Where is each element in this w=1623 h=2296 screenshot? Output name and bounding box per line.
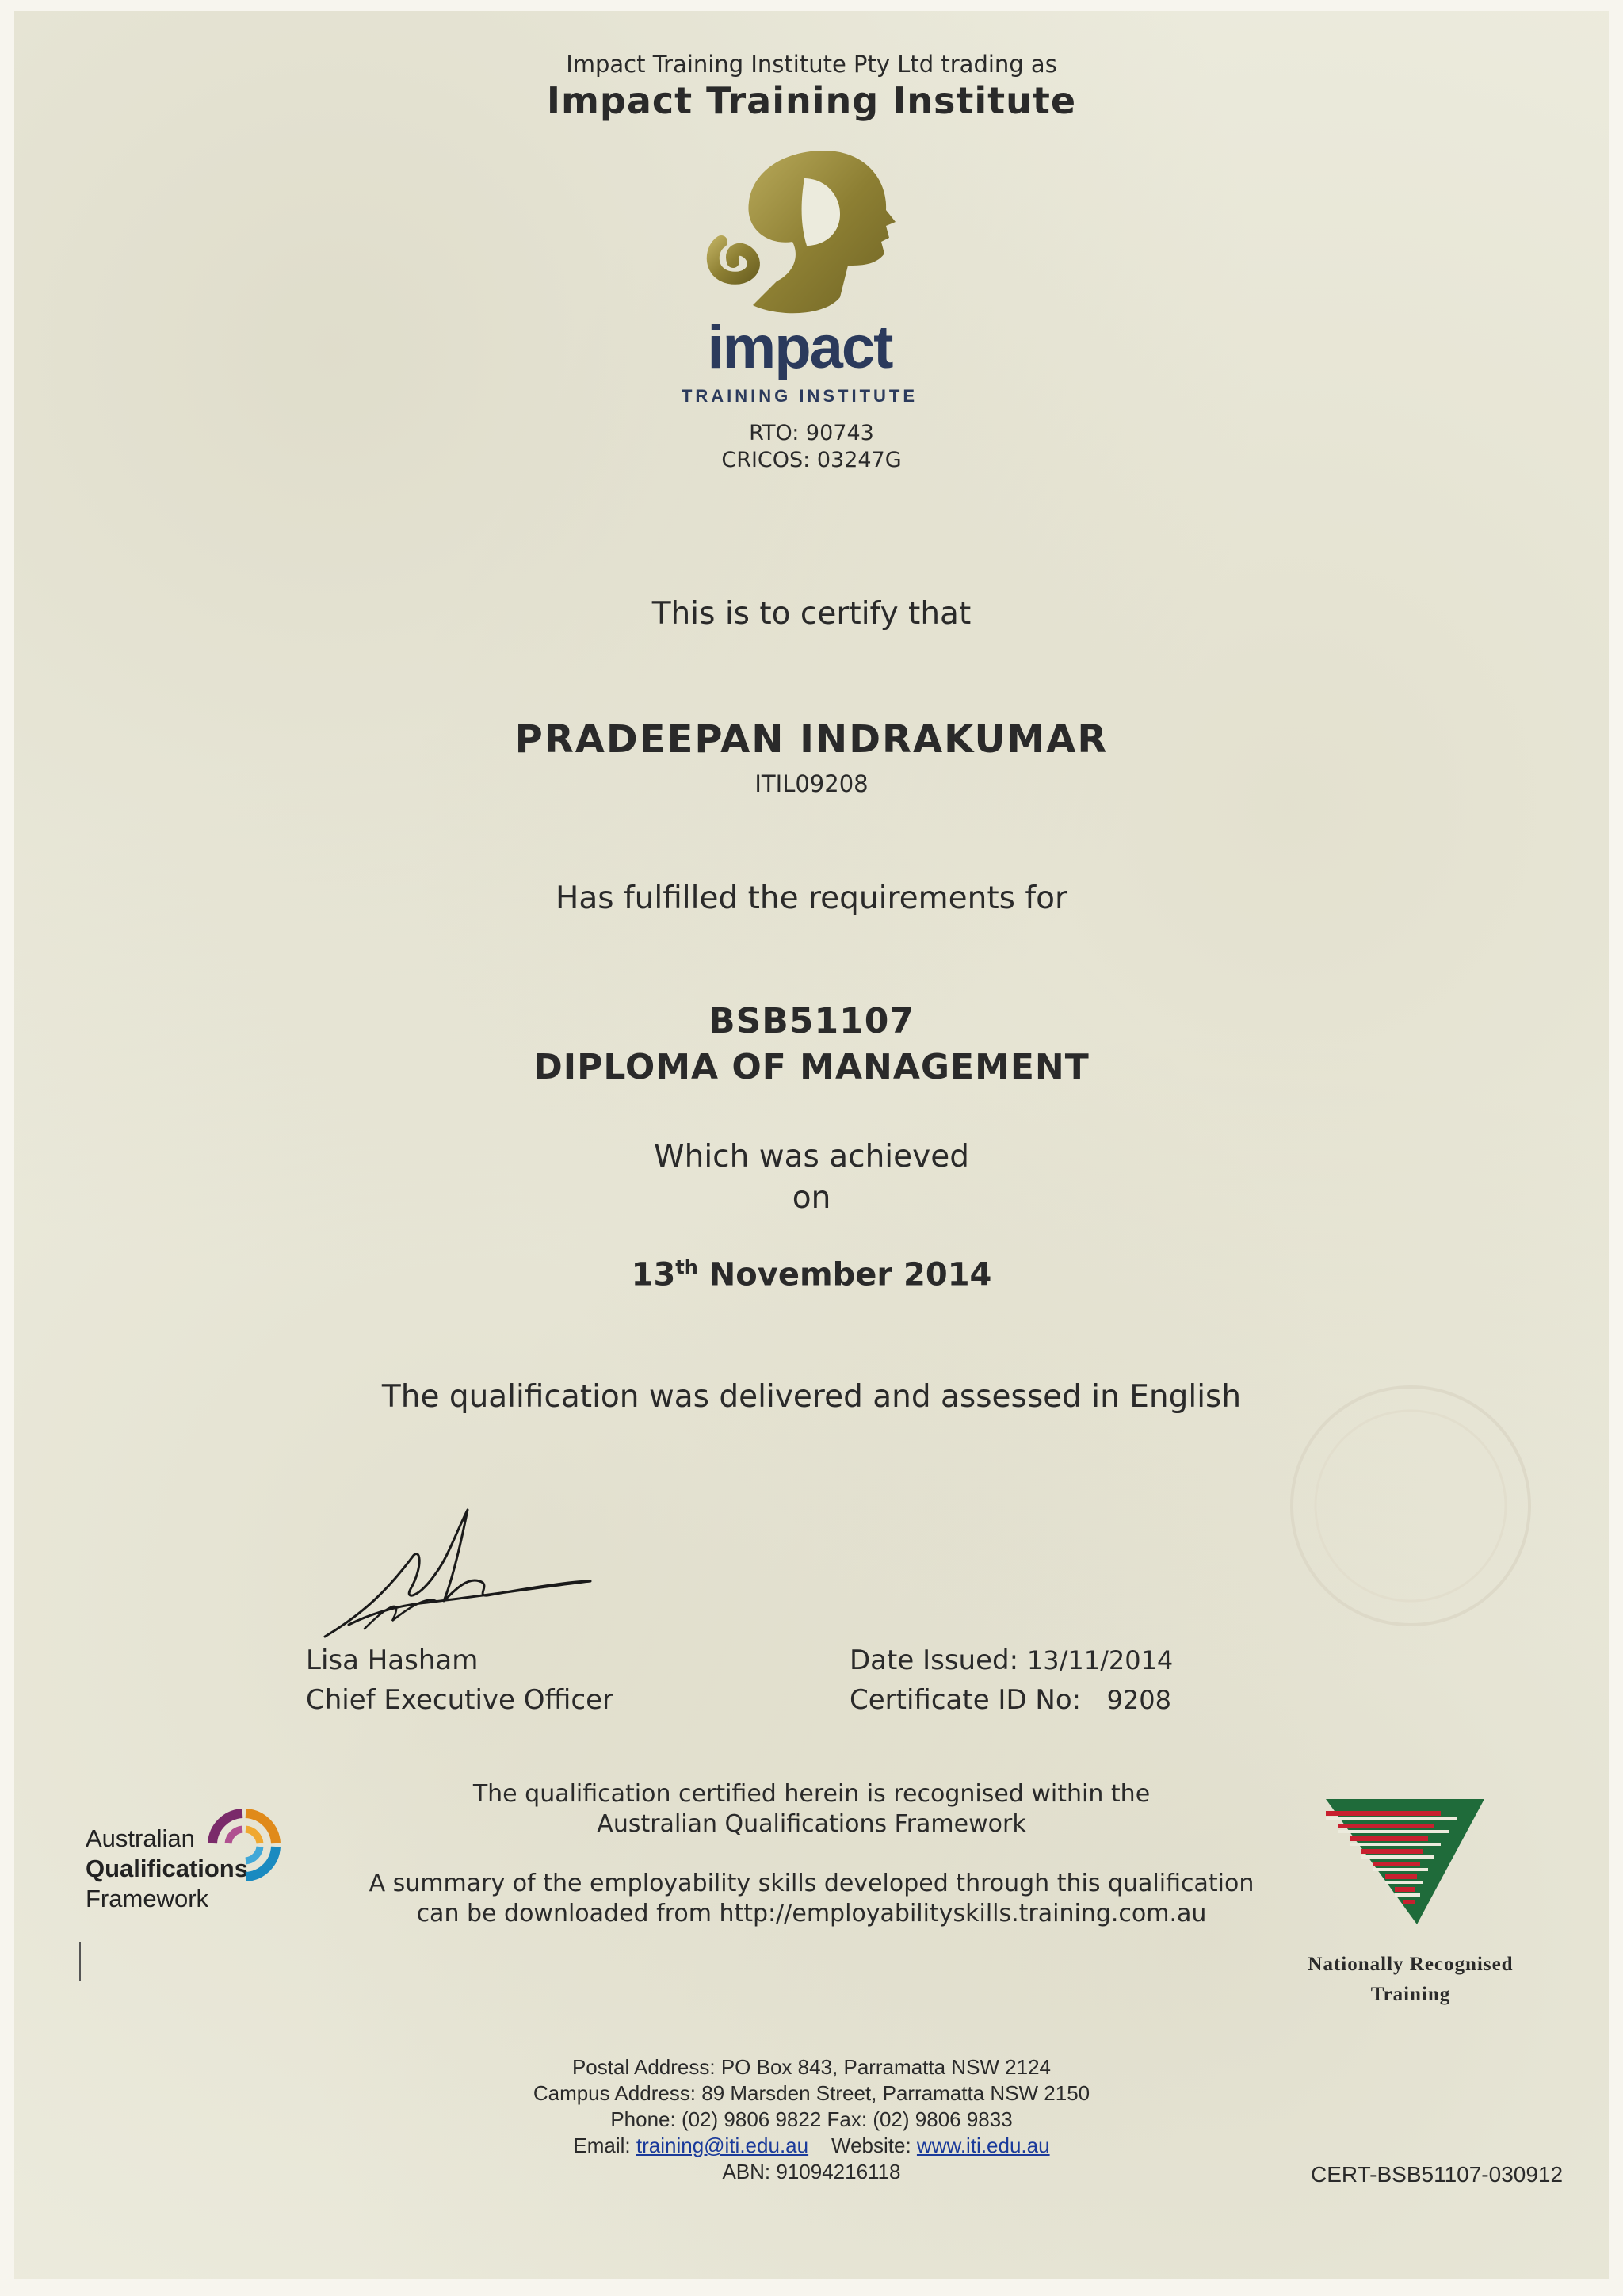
certificate-id-value: 9208 [1106,1685,1171,1715]
impact-logo-word: impact [707,314,892,381]
margin-mark [79,1942,81,1981]
rto-number: RTO: 90743 [749,421,874,445]
certificate-id-row [850,1680,1173,1720]
campus-address: Campus Address: 89 Marsden Street, Parramatta NSW 2150 [533,2081,1090,2105]
trading-as-line: Impact Training Institute Pty Ltd trading as [566,51,1057,78]
date-issued-label: Date Issued: [850,1645,1019,1676]
achievement-date: 13th November 2014 [631,1256,992,1293]
on-line: on [792,1180,831,1216]
employability-skills-note: A summary of the employability skills developed through this qualification can be downloaded from http://employabilityskills.training.com.au [369,1870,1254,1927]
student-id: ITIL09208 [754,770,869,797]
nationally-recognised-training-logo-icon [1322,1797,1488,1932]
website-link[interactable]: www.iti.edu.au [916,2134,1050,2157]
email-link[interactable]: training@iti.edu.au [636,2134,809,2157]
organisation-name: Impact Training Institute [546,79,1077,122]
fulfilled-line: Has fulfilled the requirements for [556,881,1067,916]
phone-fax: Phone: (02) 9806 9822 Fax: (02) 9806 9833 [610,2107,1013,2131]
signatory-name: Lisa Hasham [306,1645,479,1676]
aqf-logo-text: Australian Qualifications Framework [86,1824,248,1912]
certificate-id-label: Certificate ID No: [850,1684,1082,1716]
date-issued-value: 13/11/2014 [1026,1645,1174,1675]
certificate-code: CERT-BSB51107-030912 [1311,2162,1564,2187]
nrt-logo-text: Nationally Recognised Training [1308,1954,1514,2005]
achieved-line: Which was achieved [654,1139,969,1175]
language-line: The qualification was delivered and assessed in English [381,1379,1242,1415]
aqf-recognition-note: The qualification certified herein is recognised within the Australian Qualifications Framework [472,1780,1151,1838]
student-name: PRADEEPAN INDRAKUMAR [514,717,1109,762]
date-issued-row [850,1641,1173,1680]
impact-logo-subtitle: TRAINING INSTITUTE [681,386,918,406]
issue-details [850,1641,1173,1720]
cricos-number: CRICOS: 03247G [721,448,902,472]
email-website-row: Email: training@iti.edu.au Website: www.iti.edu.au [573,2134,1050,2157]
abn-number: ABN: 91094216118 [722,2160,901,2183]
signatory-title: Chief Executive Officer [306,1684,613,1716]
impact-head-logo-icon [705,147,911,329]
signature-image [317,1502,602,1645]
qualification-code: BSB51107 [708,1001,915,1041]
signatory-block [306,1641,613,1720]
postal-address: Postal Address: PO Box 843, Parramatta NSW 2124 [571,2055,1052,2079]
certify-line: This is to certify that [651,596,972,632]
embossed-seal-icon [1284,1379,1537,1633]
aqf-logo-icon [204,1805,284,1885]
qualification-title: DIPLOMA OF MANAGEMENT [533,1047,1090,1087]
